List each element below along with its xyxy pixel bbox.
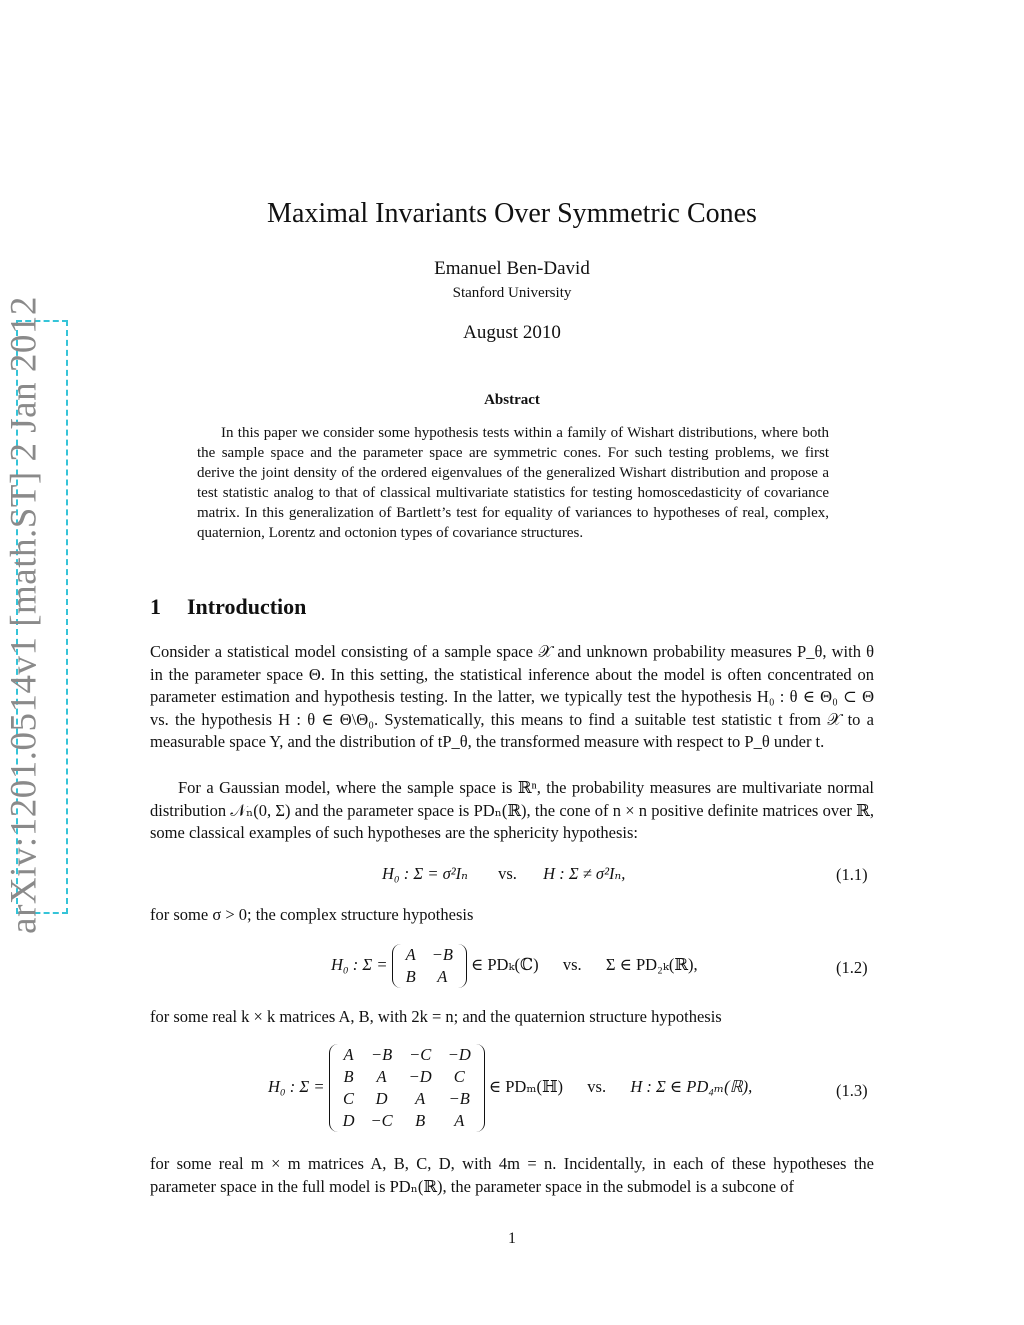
eq2-vs: vs.	[562, 954, 582, 974]
eq3-matrix-cell: −B	[448, 1089, 470, 1108]
eq2-matrix-cell: −B	[431, 945, 453, 964]
abstract-text: In this paper we consider some hypothesis tests within a family of Wishart distributions, where both the sample space and the parameter space are symmetric cones. For such testing problems, we first derive the joint density of the ordered eigenvalues of the generalized Wishart distribution and propose a test statistic analog to that of classical multivariate statistics for testing homoscedasticity of covariance matrix. In this generalization of Bartlett’s test for equality of variances to hypotheses of real, complex, quaternion, Lorentz and octonion types of covariance structures.	[197, 425, 829, 541]
eq3-matrix-cell: A	[376, 1067, 387, 1086]
author-name: Emanuel Ben-David	[434, 258, 590, 279]
eq1-rhs: H : Σ ≠ σ²Iₙ,	[543, 864, 626, 883]
eq3-matrix-cell: C	[343, 1089, 355, 1108]
eq3-matrix-cell: A	[415, 1089, 426, 1108]
eq2-matrix-row	[398, 944, 461, 966]
page-number: 1	[508, 1230, 516, 1247]
eq2-matrix-cell: A	[405, 945, 416, 964]
abstract-heading: Abstract	[484, 392, 540, 408]
eq3-after: ∈ PDₘ(ℍ)	[488, 1076, 564, 1096]
paper-date: August 2010	[463, 322, 561, 343]
eq3-matrix-row	[335, 1044, 479, 1066]
eq3-matrix-cell: −D	[447, 1045, 471, 1064]
eq3-matrix-cell: A	[454, 1111, 465, 1130]
paragraph-2: For a Gaussian model, where the sample space is ℝⁿ, the probability measures are multivariate normal distribution 𝒩ₙ(0, Σ) and the parameter space is PDₙ(ℝ), the cone of n × n positive definite matrices over ℝ, some classical examples of such hypotheses are the sphericity hypothesis:	[150, 778, 874, 843]
eq3-vs: vs.	[587, 1076, 607, 1096]
eq3-matrix-cell: −C	[409, 1045, 432, 1064]
eq2-rhs: Σ ∈ PD₂ₖ(ℝ),	[605, 954, 698, 974]
paragraph-1: Consider a statistical model consisting of a sample space 𝒳 and unknown probability measures P_θ, with θ in the parameter space Θ. In this setting, the statistical inference about the model is often concentrated on parameter estimation and hypothesis testing. In the latter, we typically test the hypothesis H₀ : θ ∈ Θ₀ ⊂ Θ vs. the hypothesis H : θ ∈ Θ\Θ₀. Systematically, this means to find a suitable test statistic t from 𝒳 to a measurable space Y, and the distribution of tP_θ, the transformed measure with respect to P_θ under t.	[150, 642, 874, 752]
equation-number-1-2: (1.2)	[836, 958, 868, 977]
eq3-matrix-cell: −B	[370, 1045, 393, 1064]
paper-title: Maximal Invariants Over Symmetric Cones	[267, 198, 757, 229]
eq3-matrix-row	[335, 1110, 479, 1132]
section-heading	[150, 594, 306, 620]
eq3-matrix-row	[335, 1088, 479, 1110]
eq2-matrix	[392, 944, 467, 988]
eq3-matrix-cell: D	[375, 1089, 388, 1108]
eq3-matrix-cell: B	[343, 1067, 354, 1086]
eq1-vs: vs.	[498, 864, 517, 883]
eq3-matrix-row	[335, 1066, 479, 1088]
paragraph-3: for some σ > 0; the complex structure hypothesis	[150, 905, 474, 924]
arxiv-identifier: arXiv:1201.0514v1 [math.ST] 2 Jan 2012	[3, 296, 45, 934]
eq2-after: ∈ PDₖ(ℂ)	[471, 954, 539, 974]
equation-number-1-1: (1.1)	[836, 865, 868, 884]
eq3-matrix-cell: −C	[370, 1111, 393, 1130]
equation-number-1-3: (1.3)	[836, 1081, 868, 1100]
eq2-lhs: H₀ : Σ =	[331, 954, 388, 974]
section-title: Introduction	[187, 594, 307, 619]
eq2-matrix-cell: B	[405, 967, 416, 986]
paragraph-4: for some real k × k matrices A, B, with 2k = n; and the quaternion structure hypothesis	[150, 1007, 722, 1026]
equation-1-2	[331, 944, 698, 988]
eq2-matrix-cell: A	[437, 967, 448, 986]
eq3-matrix-cell: B	[415, 1111, 426, 1130]
eq3-matrix-cell: A	[343, 1045, 354, 1064]
author-affiliation: Stanford University	[452, 285, 572, 301]
eq3-matrix	[329, 1044, 485, 1132]
eq1-lhs: H₀ : Σ = σ²Iₙ	[382, 864, 468, 883]
eq3-lhs: H₀ : Σ =	[268, 1076, 325, 1096]
paragraph-5: for some real m × m matrices A, B, C, D, with 4m = n. Incidentally, in each of these hypotheses the parameter space in the full model is PDₙ(ℝ), the parameter space in the submodel is a subcone of	[150, 1154, 874, 1196]
eq2-matrix-row	[398, 966, 461, 988]
eq3-matrix-cell: −D	[408, 1067, 432, 1086]
equation-1-3	[268, 1044, 752, 1132]
section-number: 1	[150, 594, 161, 619]
eq3-matrix-cell: D	[342, 1111, 355, 1130]
eq3-rhs: H : Σ ∈ PD₄ₘ(ℝ),	[630, 1076, 753, 1096]
eq3-matrix-cell: C	[453, 1067, 465, 1086]
equation-1-1	[382, 864, 625, 884]
